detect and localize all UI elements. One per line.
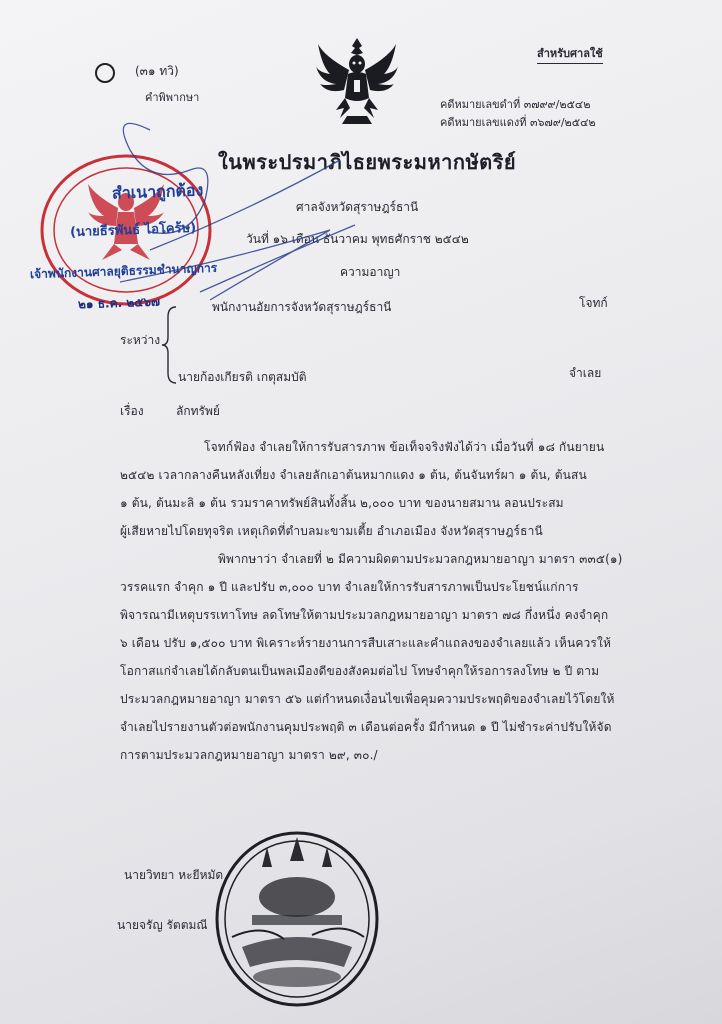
body-line: ประมวลกฎหมายอาญา มาตรา ๕๖ แต่กำหนดเงื่อนไขเพื่อคุมความประพฤติของจำเลยไว้โดยให้	[120, 692, 615, 706]
certifier-name: (นายธีรพันธ์ ไอโคร้ษ)	[69, 220, 197, 241]
certified-copy-title: สำเนาถูกต้อง	[111, 180, 204, 203]
garuda-emblem-icon	[314, 36, 400, 126]
punch-hole-circle	[95, 63, 115, 83]
royal-title: ในพระปรมาภิไธยพระมหากษัตริย์	[218, 150, 517, 174]
certification-date: ๒๑ ธ.ค. ๒๕๖๗	[77, 294, 161, 312]
body-line: จำเลยไปรายงานตัวต่อพนักงานคุมประพฤติ ๓ เดือนต่อครั้ง มีกำหนด ๑ ปี ไม่ชำระค่าปรับให้จัด	[120, 720, 612, 734]
red-case-number: คดีหมายเลขแดงที่ ๓๖๗๙/๒๕๔๒	[440, 116, 596, 129]
verdict-label: คำพิพากษา	[145, 91, 200, 104]
body-line: วรรคแรก จำคุก ๑ ปี และปรับ ๓,๐๐๐ บาท จำเลยให้การรับสารภาพเป็นประโยชน์แก่การ	[120, 580, 579, 594]
form-code: (๓๑ ทวิ)	[135, 64, 179, 78]
body-line: การตามประมวลกฎหมายอาญา มาตรา ๒๙, ๓๐./	[120, 748, 378, 762]
brace-icon	[160, 305, 180, 385]
subject-value: ลักทรัพย์	[176, 404, 220, 418]
plaintiff-name: พนักงานอัยการจังหวัดสุราษฎร์ธานี	[212, 300, 392, 314]
defendant-name: นายก้องเกียรติ เกตุสมบัติ	[178, 370, 307, 384]
court-seal-icon	[212, 827, 382, 1007]
subject-label: เรื่อง	[120, 404, 144, 418]
body-line: ๑ ต้น, ต้นมะลิ ๑ ต้น รวมราคาทรัพย์สินทั้งสิ้น ๒,๐๐๐ บาท ของนายสมาน ลอนประสม	[120, 496, 564, 510]
black-case-number: คดีหมายเลขดำที่ ๓๗๙๙/๒๕๔๒	[440, 98, 591, 111]
judgment-date: วันที่ ๑๖ เดือน ธันวาคม พุทธศักราช ๒๕๔๒	[246, 232, 469, 246]
body-line: ๒๕๔๒ เวลากลางคืนหลังเที่ยง จำเลยลักเอาต้นหมากแดง ๑ ต้น, ต้นจันทร์ผา ๑ ต้น, ต้นสน	[120, 468, 587, 482]
judge-signature-name: นายวิทยา หะยีหมัด	[124, 868, 224, 882]
body-line: โอกาสแก่จำเลยได้กลับตนเป็นพลเมืองดีของสังคมต่อไป โทษจำคุกให้รอการลงโทษ ๒ ปี ตาม	[120, 664, 600, 678]
case-type: ความอาญา	[340, 265, 401, 279]
body-line: พิพากษาว่า จำเลยที่ ๒ มีความผิดตามประมวลกฎหมายอาญา มาตรา ๓๓๕(๑)	[218, 552, 623, 566]
body-line: พิจารณามีเหตุบรรเทาโทษ ลดโทษให้ตามประมวลกฎหมายอาญา มาตรา ๗๘ กึ่งหนึ่ง คงจำคุก	[120, 608, 609, 622]
court-use-label: สำหรับศาลใช้	[537, 44, 603, 64]
certifier-role: เจ้าพนักงานศาลยุติธรรมชำนาญการ	[29, 260, 218, 282]
body-line: โจทก์ฟ้อง จำเลยให้การรับสารภาพ ข้อเท็จจริงฟังได้ว่า เมื่อวันที่ ๑๘ กันยายน	[204, 440, 605, 454]
body-line: ๖ เดือน ปรับ ๑,๕๐๐ บาท พิเคราะห์รายงานการสืบเสาะและคำแถลงของจำเลยแล้ว เห็นควรให้	[120, 636, 612, 650]
defendant-role: จำเลย	[569, 366, 602, 380]
body-line: ผู้เสียหายไปโดยทุจริต เหตุเกิดที่ตำบลมะขามเตี้ย อำเภอเมือง จังหวัดสุราษฎร์ธานี	[120, 524, 543, 538]
plaintiff-role: โจทก์	[579, 296, 608, 310]
court-name: ศาลจังหวัดสุราษฎร์ธานี	[296, 200, 419, 214]
judge-signature-name: นายจรัญ รัตตมณี	[117, 918, 208, 932]
between-label: ระหว่าง	[120, 333, 161, 347]
